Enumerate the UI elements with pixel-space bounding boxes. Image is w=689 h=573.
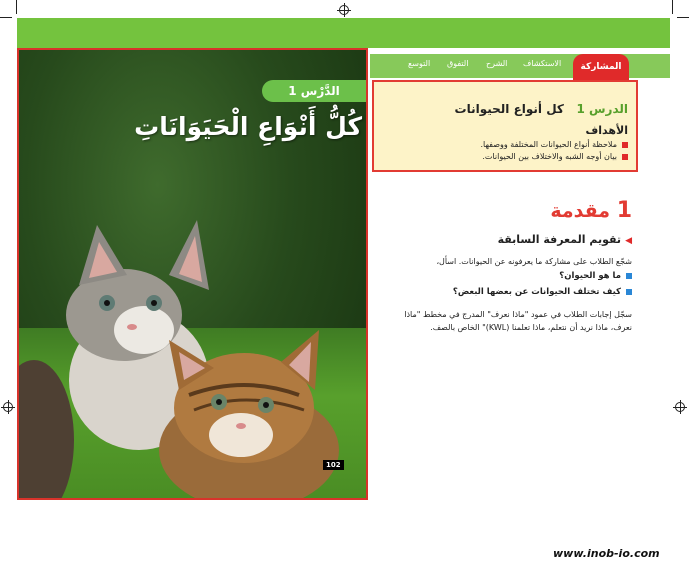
page-number: 102 [323, 460, 344, 470]
lesson-title: كل أنواع الحيوانات [454, 102, 564, 116]
question-item: ما هو الحيوان؟ [390, 271, 632, 281]
tab-explain[interactable]: الشرح [486, 59, 508, 68]
triangle-bullet-icon: ◀ [625, 236, 632, 246]
question-item: كيف تختلف الحيوانات عن بعضها البعض؟ [390, 287, 632, 297]
bullet-square-icon [626, 273, 632, 279]
lesson-pill: الدَّرْس 1 [262, 80, 366, 102]
top-green-band [17, 18, 670, 48]
crop-mark [0, 17, 12, 18]
registration-mark-icon [3, 402, 13, 412]
photo-page-title: كُلُّ أَنْوَاعِ الْحَيَوَانَاتِ [134, 112, 362, 141]
footer-url: www.inob-io.com [553, 547, 660, 560]
goals-title: الأهداف [585, 124, 628, 137]
tab-extend[interactable]: التوسع [408, 59, 431, 68]
goal-item: ملاحظة أنواع الحيوانات المختلفة ووصفها. [382, 140, 628, 149]
section-number: 1 [616, 198, 632, 223]
intro-heading [390, 198, 632, 223]
intro-paragraph: شجّع الطلاب على مشاركة ما يعرفونه عن الحيوانات. اسأل، [436, 257, 632, 266]
lesson-label: الدرس 1 [576, 102, 628, 116]
crop-mark [16, 0, 17, 14]
registration-mark-icon [339, 5, 349, 15]
tab-elaborate[interactable]: التفوق [447, 59, 469, 68]
section-title: مقدمة [550, 200, 611, 222]
crop-mark [672, 0, 673, 14]
bullet-square-icon [622, 142, 628, 148]
closing-paragraph: سجّل إجابات الطلاب في عمود "ماذا نعرف" المدرج في مخطط "ماذا نعرف، ماذا نريد أن نتعلم، ماذا تعلمنا (KWL)" الخاص بالصف. [404, 310, 632, 332]
bullet-square-icon [622, 154, 628, 160]
crop-mark [677, 17, 689, 18]
tab-engage[interactable]: المشاركة [573, 54, 629, 80]
lesson-info-box [372, 80, 638, 172]
bullet-square-icon [626, 289, 632, 295]
lesson-heading [382, 102, 628, 116]
tab-explore[interactable]: الاستكشاف [523, 59, 562, 68]
registration-mark-icon [675, 402, 685, 412]
goal-item: بيان أوجه الشبه والاختلاف بين الحيوانات. [382, 152, 628, 161]
prior-knowledge-heading: ◀تقويم المعرفة السابقة [497, 233, 632, 246]
